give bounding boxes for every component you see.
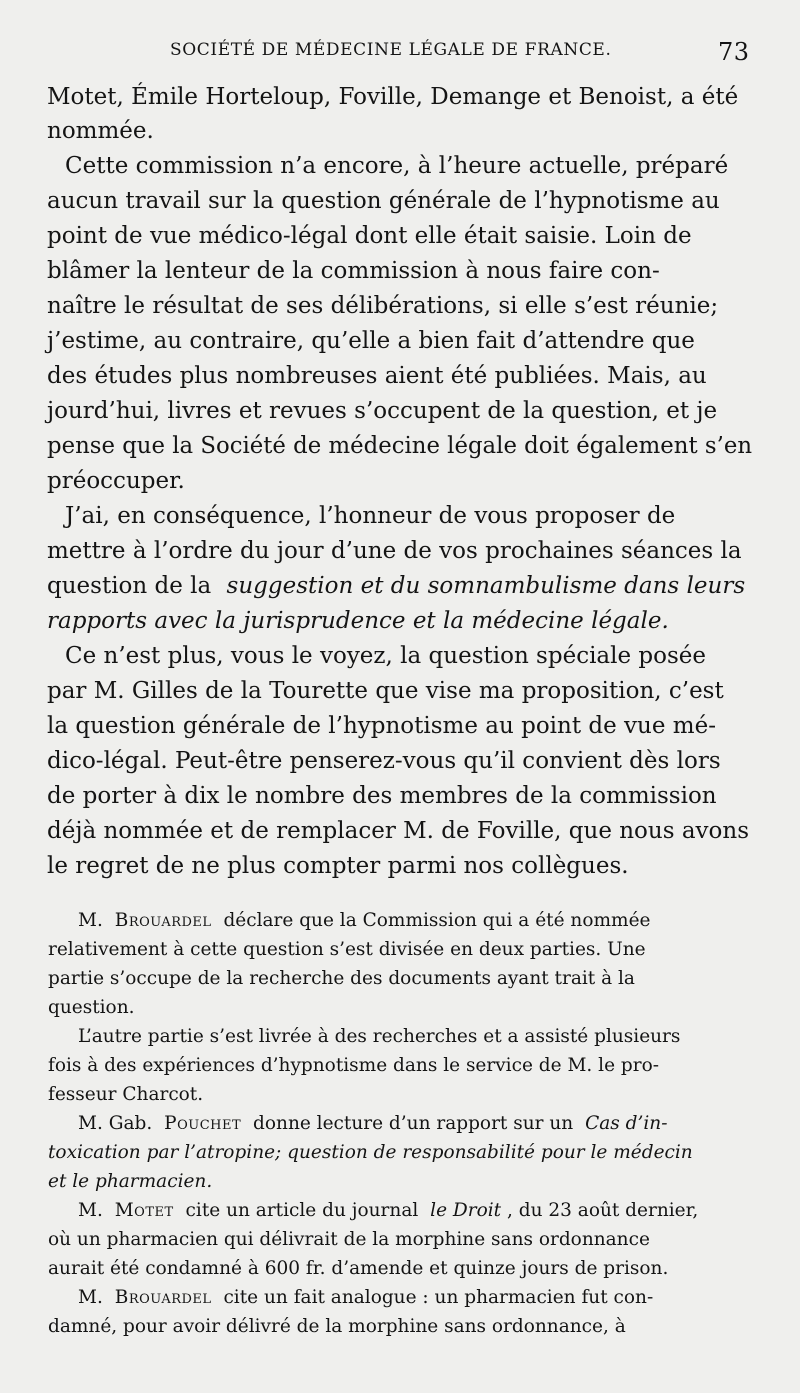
body-line — [47, 464, 752, 498]
proceedings-line — [48, 1167, 754, 1196]
body-line — [65, 149, 752, 183]
proceedings-line — [48, 1051, 754, 1080]
body-line-text: dico-légal. Peut-être penserez-vous qu’il convient dès lors — [47, 748, 721, 774]
body-line-text: préoccuper. — [47, 468, 185, 494]
proceedings-line — [48, 1254, 754, 1283]
body-line-italic-text: suggestion et du somnambulisme dans leurs — [226, 573, 746, 599]
proceedings-line — [78, 1022, 754, 1051]
body-line-text: aucun travail sur la question générale de l’hypnotisme au — [47, 188, 720, 214]
body-line-text: blâmer la lenteur de la commission à nous faire con- — [47, 258, 660, 284]
proceedings-line-text: partie s’occupe de la recherche des documents ayant trait à la — [48, 968, 635, 989]
running-header — [0, 40, 800, 74]
proceedings-line — [78, 1196, 754, 1225]
running-title: SOCIÉTÉ DE MÉDECINE LÉGALE DE FRANCE. — [170, 40, 612, 60]
proceedings-line-text: relativement à cette question s’est divisée en deux parties. Une — [48, 939, 646, 960]
body-line-text: Cette commission n’a encore, à l’heure actuelle, préparé — [65, 153, 729, 179]
body-line — [47, 849, 752, 883]
proceedings-line-text: fesseur Charcot. — [48, 1084, 204, 1105]
report-title-text: toxication par l’atropine; question de responsabilité pour le médecin — [48, 1142, 693, 1163]
body-line — [47, 114, 752, 148]
body-line-text: des études plus nombreuses aient été publiées. Mais, au — [47, 363, 707, 389]
proceedings-line-text: cite un article du journal — [185, 1200, 419, 1221]
page-number: 73 — [718, 38, 750, 66]
body-line — [47, 569, 752, 603]
proceedings-line — [78, 1283, 754, 1312]
proceedings-line — [48, 935, 754, 964]
body-line-text: par M. Gilles de la Tourette que vise ma proposition, c’est — [47, 678, 724, 704]
proceedings-line-text: damné, pour avoir délivré de la morphine sans ordonnance, à — [48, 1316, 626, 1337]
body-line — [47, 254, 752, 288]
body-line — [47, 674, 752, 708]
body-line-text: J’ai, en conséquence, l’honneur de vous proposer de — [65, 503, 676, 529]
body-line — [47, 604, 752, 638]
body-line-text: question de la — [47, 573, 212, 599]
body-line — [47, 779, 752, 813]
proceedings-line-text: M. — [78, 1287, 103, 1308]
speaker-name: Brouardel — [114, 1287, 212, 1308]
body-line-text: Ce n’est plus, vous le voyez, la question spéciale posée — [65, 643, 707, 669]
body-line — [47, 709, 752, 743]
body-line — [47, 359, 752, 393]
proceedings-line-text: M. — [78, 1200, 103, 1221]
body-line-text: j’estime, au contraire, qu’elle a bien fait d’attendre que — [47, 328, 695, 354]
body-line — [47, 534, 752, 568]
body-line-italic-text: rapports avec la jurisprudence et la médecine légale. — [47, 608, 669, 634]
body-line — [47, 814, 752, 848]
body-line-text: pense que la Société de médecine légale doit également s’en — [47, 433, 752, 459]
proceedings-line-text: M. Gab. — [78, 1113, 153, 1134]
proceedings-line-text: déclare que la Commission qui a été nommée — [223, 910, 651, 931]
body-line-text: Motet, Émile Horteloup, Foville, Demange et Benoist, a été — [47, 84, 739, 110]
body-line — [47, 429, 752, 463]
body-line — [47, 184, 752, 218]
proceedings-line — [48, 964, 754, 993]
body-line — [65, 639, 752, 673]
body-line — [47, 394, 752, 428]
proceedings-line — [48, 1080, 754, 1109]
body-line-text: le regret de ne plus compter parmi nos collègues. — [47, 853, 629, 879]
journal-title: le Droit — [430, 1200, 502, 1221]
body-line — [47, 289, 752, 323]
proceedings-line-text: M. — [78, 910, 103, 931]
body-line-text: naître le résultat de ses délibérations, si elle s’est réunie; — [47, 293, 719, 319]
proceedings-line — [78, 1109, 754, 1138]
body-line-text: point de vue médico-légal dont elle était saisie. Loin de — [47, 223, 692, 249]
proceedings-line-text: , du 23 août dernier, — [506, 1200, 699, 1221]
proceedings-line-text: question. — [48, 997, 135, 1018]
body-line — [47, 80, 752, 114]
speaker-name: Motet — [114, 1200, 174, 1221]
proceedings-line — [48, 993, 754, 1022]
proceedings-line — [78, 906, 754, 935]
body-line-text: de porter à dix le nombre des membres de la commission — [47, 783, 717, 809]
body-line-text: déjà nommée et de remplacer M. de Foville, que nous avons — [47, 818, 749, 844]
proceedings-line-text: aurait été condamné à 600 fr. d’amende et quinze jours de prison. — [48, 1258, 669, 1279]
proceedings-line-text: L’autre partie s’est livrée à des recherches et a assisté plusieurs — [78, 1026, 681, 1047]
speaker-name: Brouardel — [114, 910, 212, 931]
body-line-text: nommée. — [47, 118, 154, 144]
proceedings-line — [48, 1225, 754, 1254]
body-line — [65, 499, 752, 533]
body-line — [47, 744, 752, 778]
proceedings-line — [48, 1312, 754, 1341]
body-line — [47, 324, 752, 358]
proceedings-line-text: donne lecture d’un rapport sur un — [253, 1113, 574, 1134]
proceedings-line-text: cite un fait analogue : un pharmacien fut con- — [223, 1287, 654, 1308]
report-title-text: Cas d’in- — [585, 1113, 668, 1134]
body-line-text: jourd’hui, livres et revues s’occupent de la question, et je — [47, 398, 718, 424]
proceedings-line — [48, 1138, 754, 1167]
body-line-text: la question générale de l’hypnotisme au point de vue mé- — [47, 713, 716, 739]
proceedings-line-text: où un pharmacien qui délivrait de la morphine sans ordonnance — [48, 1229, 650, 1250]
body-line-text: mettre à l’ordre du jour d’une de vos prochaines séances la — [47, 538, 742, 564]
body-line — [47, 219, 752, 253]
proceedings-line-text: fois à des expériences d’hypnotisme dans le service de M. le pro- — [48, 1055, 659, 1076]
report-title-text: et le pharmacien. — [48, 1171, 213, 1192]
speaker-name: Pouchet — [164, 1113, 242, 1134]
